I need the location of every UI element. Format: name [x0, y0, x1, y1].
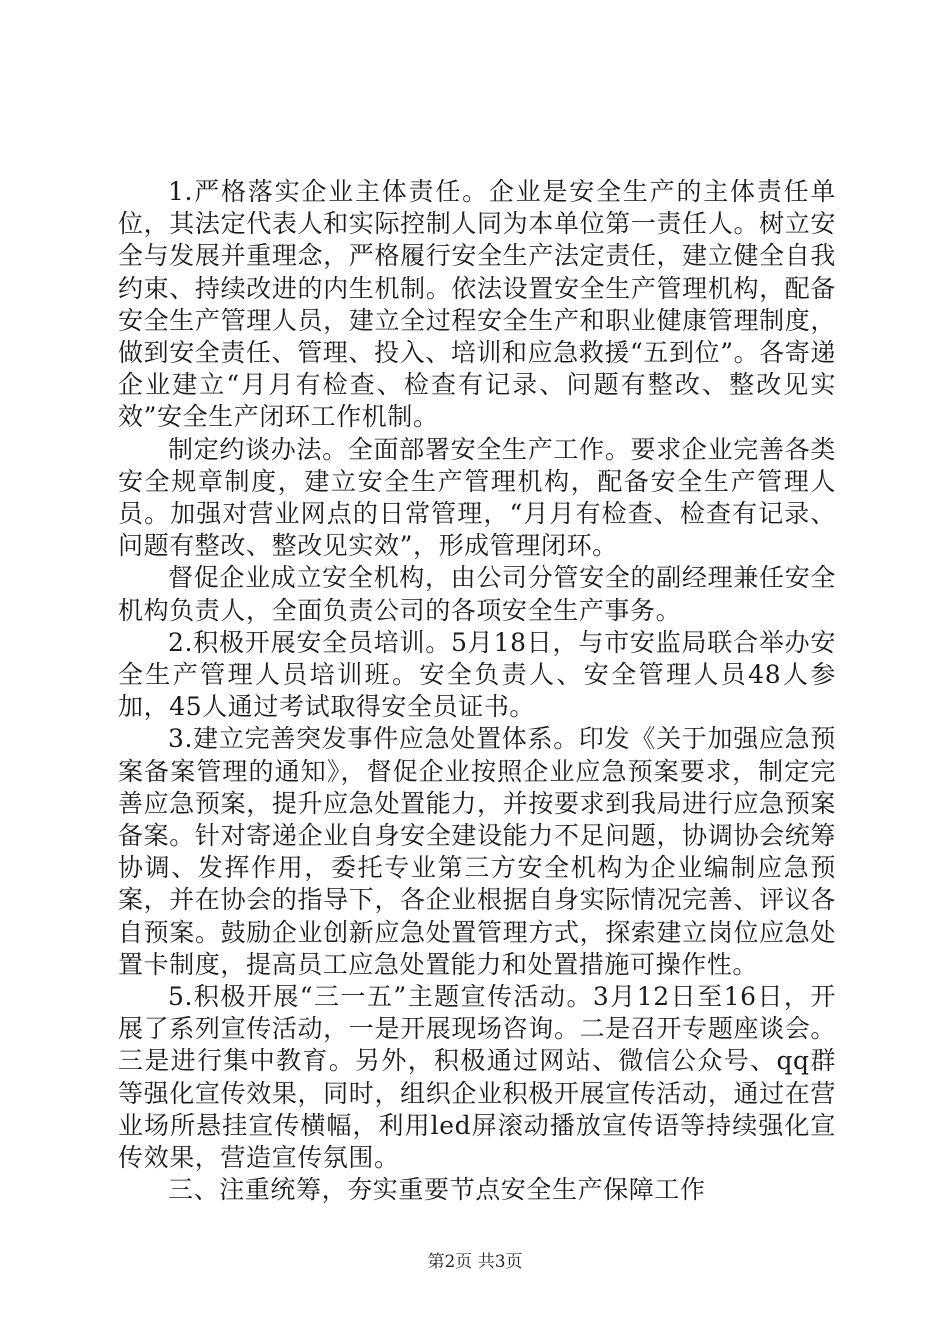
paragraph-safety-agency: 督促企业成立安全机构，由公司分管安全的副经理兼任安全机构负责人，全面负责公司的各项安全生产事务。	[118, 563, 836, 625]
paragraph-responsibility: 1.严格落实企业主体责任。企业是安全生产的主体责任单位，其法定代表人和实际控制人同为本单位第一责任人。树立安全与发展并重理念，严格履行安全生产法定责任，建立健全自我约束、持续改进的内生机制。依法设置安全生产管理机构，配备安全生产管理人员，建立全过程安全生产和职业健康管理制度，做到安全责任、管理、投入、培训和应急救援“五到位”。各寄递企业建立“月月有检查、检查有记录、问题有整改、整改见实效”安全生产闭环工作机制。	[118, 177, 836, 432]
paragraph-interview-method: 制定约谈办法。全面部署安全生产工作。要求企业完善各类安全规章制度，建立安全生产管理机构，配备安全生产管理人员。加强对营业网点的日常管理，“月月有检查、检查有记录、问题有整改、整改见实效”，形成管理闭环。	[118, 434, 836, 561]
page-indicator: 第2页 共3页	[427, 1252, 523, 1272]
document-body	[118, 176, 836, 1207]
paragraph-emergency-system: 3.建立完善突发事件应急处置体系。印发《关于加强应急预案备案管理的通知》，督促企业按照企业应急预案要求，制定完善应急预案，提升应急处置能力，并按要求到我局进行应急预案备案。针对寄递企业自身安全建设能力不足问题，协调协会统筹协调、发挥作用，委托专业第三方安全机构为企业编制应急预案，并在协会的指导下，各企业根据自身实际情况完善、评议各自预案。鼓励企业创新应急处置管理方式，探索建立岗位应急处置卡制度，提高员工应急处置能力和处置措施可操作性。	[118, 724, 836, 979]
page-footer	[0, 1250, 950, 1274]
paragraph-publicity: 5.积极开展“三一五”主题宣传活动。3月12日至16日，开展了系列宣传活动，一是开展现场咨询。二是召开专题座谈会。三是进行集中教育。另外，积极通过网站、微信公众号、qq群等强化宣传效果，同时，组织企业积极开展宣传活动，通过在营业场所悬挂宣传横幅，利用led屏滚动播放宣传语等持续强化宣传效果，营造宣传氛围。	[118, 982, 836, 1173]
section-heading-three: 三、注重统筹，夯实重要节点安全生产保障工作	[168, 1175, 706, 1205]
paragraph-training: 2.积极开展安全员培训。5月18日，与市安监局联合举办安全生产管理人员培训班。安全负责人、安全管理人员48人参加，45人通过考试取得安全员证书。	[118, 627, 836, 722]
